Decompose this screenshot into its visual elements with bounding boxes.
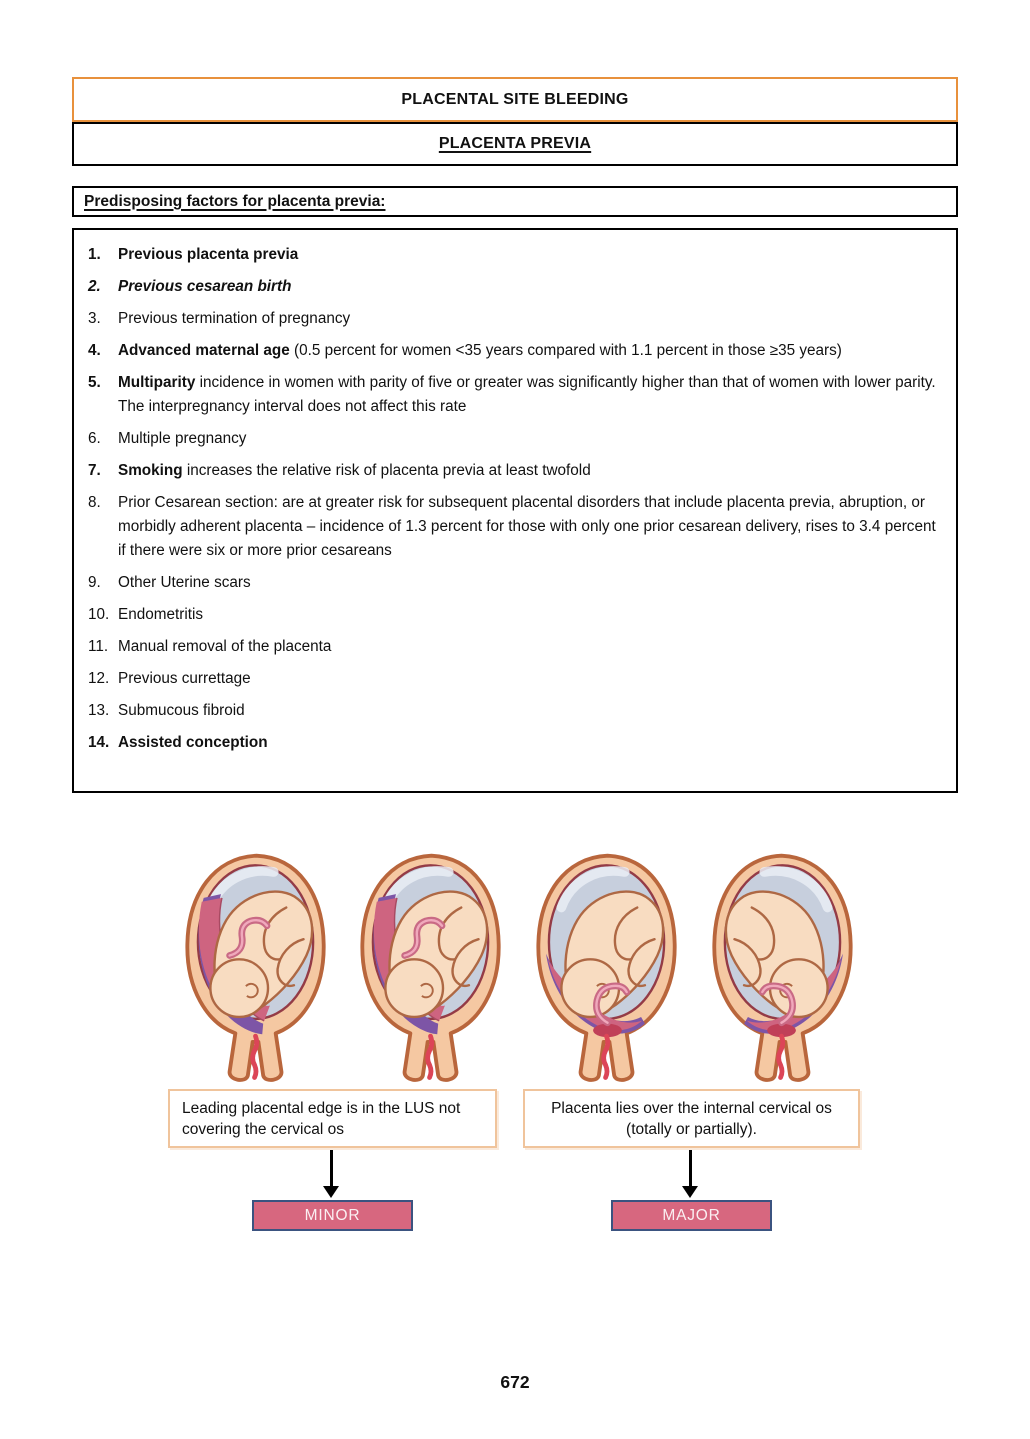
factor-number: 7. (88, 462, 101, 479)
factor-text: Endometritis (118, 606, 204, 623)
main-title: PLACENTAL SITE BLEEDING (401, 90, 629, 108)
major-description: Placenta lies over the internal cervical os (totally or partially). (551, 1099, 832, 1138)
factor-number: 4. (88, 342, 101, 359)
factor-number: 3. (88, 310, 101, 327)
factor-number: 11. (88, 638, 109, 655)
factor-text: Previous placenta previa (118, 246, 299, 263)
major-description-box (523, 1089, 860, 1148)
factor-text: Previous currettage (118, 670, 251, 687)
factor-item (88, 667, 940, 691)
down-arrowhead-icon (323, 1186, 339, 1198)
factor-item (88, 635, 940, 659)
down-arrow-icon (330, 1150, 333, 1187)
factor-item (88, 491, 940, 563)
factor-item (88, 339, 940, 363)
uterus-figure-4 (698, 844, 866, 1092)
factor-item (88, 731, 940, 755)
factor-text: Prior Cesarean section: are at greater risk for subsequent placental disorders that include placenta previa, abruption, or morbidly adherent placenta – incidence of 1.3 percent for those with only one prior cesarean delivery, rises to 3.4 percent if there were six or more prior cesareans (118, 494, 936, 559)
factor-text: Multiparity incidence in women with parity of five or greater was significantly higher than that of women with lower parity. The interpregnancy interval does not affect this rate (118, 374, 936, 415)
major-badge: MAJOR (611, 1200, 772, 1231)
factors-list (88, 243, 940, 755)
factor-number: 1. (88, 246, 101, 263)
factor-text: Multiple pregnancy (118, 430, 247, 447)
factor-text: Smoking increases the relative risk of placenta previa at least twofold (118, 462, 591, 479)
factor-item (88, 243, 940, 267)
factor-text: Other Uterine scars (118, 574, 251, 591)
page-number: 672 (500, 1372, 530, 1392)
factor-item (88, 603, 940, 627)
factors-list-box (72, 228, 958, 793)
factors-heading: Predisposing factors for placenta previa: (84, 192, 386, 210)
factor-item (88, 427, 940, 451)
factor-number: 8. (88, 494, 101, 511)
factor-number: 9. (88, 574, 101, 591)
factor-text: Previous termination of pregnancy (118, 310, 351, 327)
uterus-illustration-icon (698, 844, 866, 1092)
factor-item (88, 371, 940, 419)
factor-number: 10. (88, 606, 110, 623)
uterus-illustration-icon (347, 844, 515, 1092)
uterus-illustration-icon (172, 844, 340, 1092)
factor-text: Advanced maternal age (0.5 percent for women <35 years compared with 1.1 percent in those ≥35 years) (118, 342, 842, 359)
uterus-illustration-icon (523, 844, 691, 1092)
uterus-figure-1 (172, 844, 340, 1092)
factor-item (88, 699, 940, 723)
down-arrow-icon (689, 1150, 692, 1187)
factor-item (88, 307, 940, 331)
main-title-box (72, 77, 958, 122)
factor-text: Assisted conception (118, 734, 268, 751)
factor-text: Previous cesarean birth (118, 278, 292, 295)
factor-number: 2. (88, 278, 101, 295)
subtitle-box (72, 122, 958, 166)
factor-text: Manual removal of the placenta (118, 638, 332, 655)
factor-item (88, 275, 940, 299)
down-arrowhead-icon (682, 1186, 698, 1198)
factor-number: 5. (88, 374, 101, 391)
factor-number: 13. (88, 702, 110, 719)
uterus-figure-3 (523, 844, 691, 1092)
factor-text: Submucous fibroid (118, 702, 245, 719)
subtitle: PLACENTA PREVIA (438, 135, 592, 152)
uterus-figures-row (172, 844, 866, 1092)
minor-badge: MINOR (252, 1200, 413, 1231)
factor-item (88, 459, 940, 483)
factor-item (88, 571, 940, 595)
minor-description: Leading placental edge is in the LUS not covering the cervical os (182, 1099, 461, 1138)
factor-number: 6. (88, 430, 101, 447)
uterus-figure-2 (347, 844, 515, 1092)
factor-number: 12. (88, 670, 110, 687)
factors-heading-box (72, 186, 958, 217)
factor-number: 14. (88, 734, 110, 751)
minor-description-box (168, 1089, 497, 1148)
